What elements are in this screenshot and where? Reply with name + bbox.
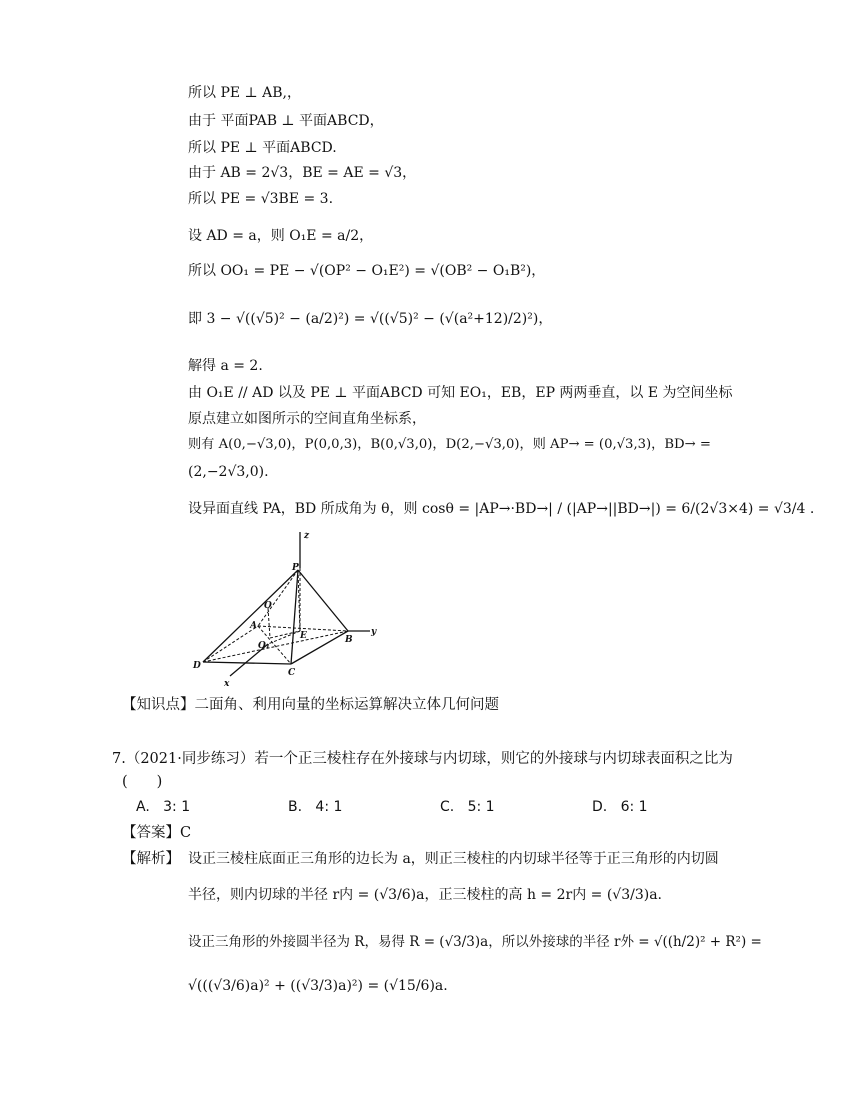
option-a: [136, 798, 190, 816]
question-paren: ( ): [122, 774, 163, 790]
solution-line-4: 由于 AB = 2√3，BE = AE = √3，: [188, 165, 417, 181]
option-d-text: 6: 1: [620, 799, 648, 815]
edge-DA: [203, 626, 258, 662]
pyramid-figure: [188, 528, 378, 688]
option-b: [288, 798, 342, 816]
edge-PB: [298, 570, 348, 631]
label-C: C: [288, 668, 296, 678]
solution-line-8: 即 3 − √((√5)² − (a/2)²) = √((√5)² − (√(a²+12)/2)²)，: [188, 311, 553, 327]
solution-line-9: 解得 a = 2.: [188, 358, 263, 374]
segment-OO1: [268, 608, 270, 638]
label-D: D: [193, 661, 201, 671]
option-b-letter: B.: [288, 799, 303, 815]
edge-PC: [291, 570, 298, 664]
analysis-line-1: 设正三棱柱底面正三角形的边长为 a，则正三棱柱的内切球半径等于正三角形的内切圆: [188, 851, 719, 867]
solution-line-11: 原点建立如图所示的空间直角坐标系，: [188, 411, 426, 427]
solution-line-1: 所以 PE ⊥ AB,，: [188, 85, 302, 101]
label-O1: O₁: [258, 641, 270, 651]
edge-PA: [258, 570, 298, 626]
label-E: E: [300, 631, 307, 641]
analysis-line-3: 设正三角形的外接圆半径为 R，易得 R = (√3/3)a，所以外接球的半径 r外 = √((h/2)² + R²) =: [188, 934, 762, 950]
solution-line-13: (2,−2√3,0).: [188, 464, 269, 480]
solution-line-12: 则有 A(0,−√3,0)，P(0,0,3)，B(0,√3,0)，D(2,−√3,0)，则 AP→ = (0,√3,3)，BD→ =: [188, 437, 711, 452]
option-a-letter: A.: [136, 799, 150, 815]
option-a-text: 3: 1: [163, 799, 191, 815]
solution-line-6: 设 AD = a，则 O₁E = a/2，: [188, 228, 374, 244]
option-c-text: 5: 1: [467, 799, 495, 815]
label-x: x: [224, 679, 230, 688]
analysis-line-4: √(((√3/6)a)² + ((√3/3)a)²) = (√15/6)a.: [188, 978, 448, 994]
solution-line-5: 所以 PE = √3BE = 3.: [188, 191, 334, 207]
label-z: z: [304, 531, 310, 541]
label-B: B: [345, 635, 353, 645]
solution-line-3: 所以 PE ⊥ 平面ABCD.: [188, 140, 337, 156]
answer-line: 【答案】C: [122, 825, 192, 841]
label-y: y: [371, 627, 377, 637]
option-d: [592, 798, 648, 816]
solution-line-14: 设异面直线 PA，BD 所成角为 θ，则 cosθ = |AP→·BD→| / (|AP→||BD→|) = 6/(2√3×4) = √3/4 .: [188, 501, 815, 517]
label-P: P: [292, 563, 299, 573]
solution-line-2: 由于 平面PAB ⊥ 平面ABCD，: [188, 113, 384, 129]
analysis-tag: 【解析】: [122, 851, 180, 867]
option-c: [440, 798, 495, 816]
option-c-letter: C.: [440, 799, 455, 815]
question-stem: 7.（2021·同步练习）若一个正三棱柱存在外接球与内切球，则它的外接球与内切球表面积之比为: [112, 751, 733, 767]
edge-PD: [203, 570, 298, 662]
solution-line-10: 由 O₁E // AD 以及 PE ⊥ 平面ABCD 可知 EO₁，EB，EP 两两垂直，以 E 为空间坐标: [188, 385, 733, 401]
solution-line-7: 所以 OO₁ = PE − √(OP² − O₁E²) = √(OB² − O₁B²)，: [188, 263, 546, 279]
label-A: A: [250, 621, 257, 631]
label-O: O: [264, 601, 272, 611]
option-d-letter: D.: [592, 799, 608, 815]
option-b-text: 4: 1: [315, 799, 343, 815]
analysis-line-2: 半径，则内切球的半径 r内 = (√3/6)a，正三棱柱的高 h = 2r内 = (√3/3)a.: [188, 887, 662, 903]
knowledge-point: 【知识点】二面角、利用向量的坐标运算解决立体几何问题: [122, 697, 499, 713]
